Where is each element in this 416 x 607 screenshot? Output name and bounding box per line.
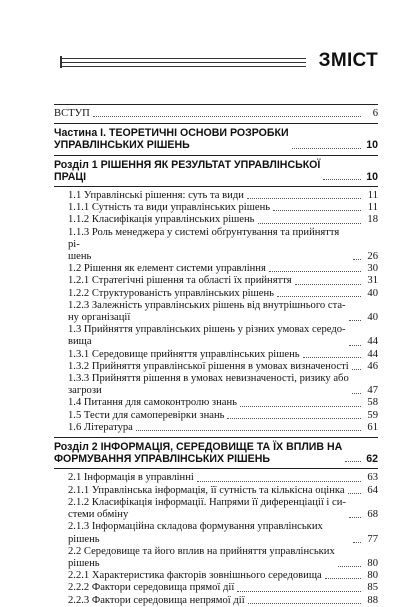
- dot-leader: [269, 271, 361, 272]
- dot-leader: [349, 320, 361, 321]
- toc-entry[interactable]: [68, 570, 378, 582]
- toc-entry[interactable]: [68, 410, 378, 422]
- toc-entry[interactable]: [68, 214, 378, 226]
- page-number: 68: [367, 509, 378, 521]
- entry-label: 1.1 Управлінські рішення: суть та види: [68, 190, 244, 202]
- dot-leader: [227, 418, 361, 419]
- entry-label: 1.4 Питання для самоконтролю знань: [68, 397, 237, 409]
- page-number: 11: [367, 202, 378, 214]
- page-number: 59: [367, 409, 378, 421]
- page-number: 77: [367, 533, 378, 545]
- dot-leader: [136, 430, 361, 431]
- dot-leader: [353, 259, 361, 260]
- page-number: 26: [367, 251, 378, 263]
- dot-leader: [303, 357, 361, 358]
- entry-label: 1.3.1 Середовище прийняття управлінських рішень: [68, 348, 300, 360]
- divider: [54, 437, 378, 438]
- entry-label: 2.1.1 Управлінська інформація, її сутність та кількісна оцінка: [68, 484, 345, 496]
- entry-label: 1.3.2 Прийняття управлінської рішення в умовах визначеності: [68, 360, 349, 372]
- header: [0, 50, 416, 80]
- toc-entry[interactable]: [68, 361, 378, 373]
- toc-entry[interactable]: [68, 546, 378, 570]
- entry-label-line: 2.2 Середовище та його вплив на прийняття управлінських: [68, 545, 335, 557]
- divider: [54, 123, 378, 124]
- entry-label: 2.1.3 Інформаційна складова формування управлінських рішень: [68, 521, 323, 545]
- page-number: 40: [367, 312, 378, 324]
- entry-label-line: рішень: [68, 557, 100, 569]
- dot-leader: [247, 198, 361, 199]
- toc-entry[interactable]: [68, 397, 378, 409]
- dot-leader: [295, 284, 361, 285]
- entry-label: 1.2.1 Стратегічні рішення та області їх прийняття: [68, 275, 292, 287]
- entry-label: 2.2.1 Характеристика факторів зовнішнього середовища: [68, 570, 322, 582]
- page-number: 46: [367, 360, 378, 372]
- page-number: 18: [367, 214, 378, 226]
- page-number: 31: [367, 275, 378, 287]
- entry-label: 2.1 Інформація в управлінні: [68, 472, 194, 484]
- toc-entry[interactable]: [68, 227, 378, 264]
- entry-label: 1.5 Тести для самоперевірки знань: [68, 409, 225, 421]
- page-number: 11: [367, 190, 378, 202]
- dot-leader: [240, 406, 361, 407]
- decorative-rule: [60, 62, 306, 63]
- entry-label: 1.2 Рішення як елемент системи управління: [68, 263, 266, 275]
- entry-label: Частина І. ТЕОРЕТИЧНІ ОСНОВИ РОЗРОБКИ УПРАВЛІНСЬКИХ РІШЕНЬ: [54, 127, 289, 152]
- page-number: 40: [367, 287, 378, 299]
- toc-entry[interactable]: [68, 521, 378, 545]
- toc-entry[interactable]: [68, 300, 378, 324]
- dot-leader: [248, 603, 361, 604]
- entry-label: Розділ 2 ІНФОРМАЦІЯ, СЕРЕДОВИЩЕ ТА ЇХ ВПЛИВ НА ФОРМУВАННЯ УПРАВЛІНСЬКИХ РІШЕНЬ: [54, 441, 343, 466]
- entry-label: [68, 373, 349, 397]
- entry-label: 1.6 Література: [68, 421, 133, 433]
- dot-leader: [292, 148, 361, 149]
- toc-entry-part[interactable]: Частина І. ТЕОРЕТИЧНІ ОСНОВИ РОЗРОБКИ УПРАВЛІНСЬКИХ РІШЕНЬ 10: [54, 127, 378, 152]
- page-number: 88: [367, 594, 378, 606]
- entry-label: [68, 227, 350, 264]
- dot-leader: [277, 296, 361, 297]
- divider: [54, 104, 378, 105]
- toc-entry-chapter[interactable]: Розділ 2 ІНФОРМАЦІЯ, СЕРЕДОВИЩЕ ТА ЇХ ВПЛИВ НА ФОРМУВАННЯ УПРАВЛІНСЬКИХ РІШЕНЬ 62: [54, 441, 378, 466]
- entry-label-line: шень: [68, 251, 92, 263]
- divider: [54, 186, 378, 187]
- entry-label: Розділ 1 РІШЕННЯ ЯК РЕЗУЛЬТАТ УПРАВЛІНСЬКОЇ ПРАЦІ: [54, 158, 321, 183]
- dot-leader: [349, 517, 361, 518]
- entry-label: [68, 497, 346, 521]
- toc-entry[interactable]: [68, 263, 378, 275]
- divider: [54, 155, 378, 156]
- toc-entry[interactable]: [68, 582, 378, 594]
- entry-label: 2.2.3 Фактори середовища непрямої дії: [68, 594, 245, 606]
- dot-leader: [349, 345, 361, 346]
- page-number: 61: [367, 421, 378, 433]
- entry-label-line: 1.2.3 Залежність управлінських рішень від внутрішнього ста-: [68, 299, 346, 311]
- page-number: 63: [367, 472, 378, 484]
- dot-leader: [345, 461, 361, 462]
- entry-label: 1.1.1 Сутність та види управлінських рішень: [68, 202, 271, 214]
- toc-entry[interactable]: [68, 595, 378, 607]
- decorative-rule: [60, 66, 306, 67]
- toc-entry-chapter[interactable]: Розділ 1 РІШЕННЯ ЯК РЕЗУЛЬТАТ УПРАВЛІНСЬКОЇ ПРАЦІ 10: [54, 158, 378, 183]
- page-title: ЗМІСТ: [318, 50, 378, 71]
- dot-leader: [237, 591, 361, 592]
- toc-entry[interactable]: [68, 324, 378, 348]
- toc-entry[interactable]: [68, 373, 378, 397]
- entry-label: [68, 546, 335, 570]
- dot-leader: [352, 369, 361, 370]
- page-number: 80: [367, 570, 378, 582]
- page-number: 30: [367, 263, 378, 275]
- dot-leader: [338, 566, 361, 567]
- decorative-rule: [60, 58, 306, 59]
- dot-leader: [197, 481, 361, 482]
- page-number: 85: [367, 582, 378, 594]
- toc-entry[interactable]: [68, 497, 378, 521]
- entry-label: 1.2.2 Структурованість управлінських рішень: [68, 287, 274, 299]
- page-number: 64: [367, 484, 378, 496]
- toc-entry[interactable]: [68, 422, 378, 434]
- dot-leader: [323, 179, 361, 180]
- toc-entry[interactable]: [68, 190, 378, 202]
- entry-label-line: стеми обміну: [68, 509, 129, 521]
- entry-label-line: вища: [68, 336, 92, 348]
- dot-leader: [348, 493, 361, 494]
- toc-entry[interactable]: [68, 275, 378, 287]
- page-number: 44: [367, 336, 378, 348]
- dot-leader: [325, 578, 361, 579]
- page-number: 58: [367, 397, 378, 409]
- toc-entry[interactable]: [68, 349, 378, 361]
- entry-label-line: загрози: [68, 385, 102, 397]
- toc-entry[interactable]: ВСТУП 6: [54, 108, 378, 119]
- entry-label: [68, 324, 346, 348]
- page-number: 80: [367, 557, 378, 569]
- dot-leader: [93, 116, 361, 117]
- toc-entry[interactable]: [68, 472, 378, 484]
- page-number: 44: [367, 348, 378, 360]
- toc-entry[interactable]: [68, 485, 378, 497]
- page-number: 47: [367, 385, 378, 397]
- entry-label: [68, 300, 346, 324]
- divider: [54, 468, 378, 469]
- entry-label: 1.1.2 Класифікація управлінських рішень: [68, 214, 255, 226]
- dot-leader: [258, 223, 361, 224]
- dot-leader: [352, 393, 361, 394]
- entry-label-line: 1.1.3 Роль менеджера у системі обґрунтування та прийняття рі-: [68, 226, 340, 250]
- table-of-contents: [54, 101, 378, 607]
- entry-label-line: 2.1.2 Класифікація інформації. Напрями її диференціації і си-: [68, 496, 346, 508]
- entry-label-line: 1.3.3 Прийняття рішення в умовах невизначеності, ризику або: [68, 373, 349, 385]
- entry-label: 2.2.2 Фактори середовища прямої дії: [68, 582, 235, 594]
- toc-entry[interactable]: [68, 202, 378, 214]
- dot-leader: [353, 542, 361, 543]
- toc-entry[interactable]: [68, 288, 378, 300]
- dot-leader: [273, 210, 361, 211]
- entry-label-line: 1.3 Прийняття управлінських рішень у різних умовах середо-: [68, 324, 346, 336]
- entry-label-line: ну організації: [68, 312, 131, 324]
